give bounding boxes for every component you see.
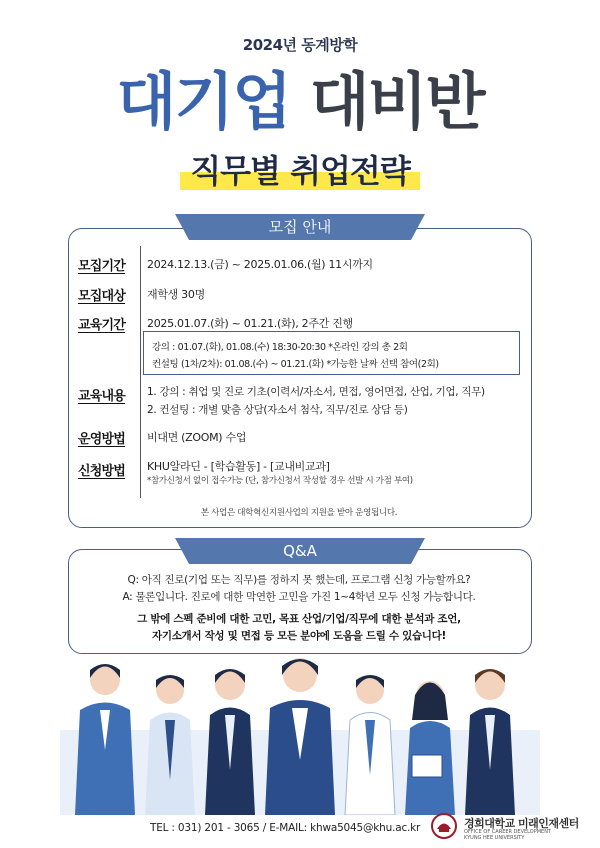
subtitle-wrap	[0, 150, 600, 192]
person-illustration-4	[265, 658, 335, 815]
content-line-1: 1. 강의 : 취업 및 진로 기초(이력서/자소서, 면접, 영어면접, 산업, 기업, 직무)	[147, 386, 485, 398]
qa-extra-1: 그 밖에 스펙 준비에 대한 고민, 목표 산업/기업/직무에 대한 분석과 조언,	[137, 613, 461, 625]
org-subtitle-1: OFFICE OF CAREER DEVELOPMENT	[464, 829, 551, 835]
edu-period-label: 교육기간	[78, 318, 126, 333]
person-illustration-2	[145, 675, 195, 815]
lecture-schedule: 강의 : 01.07.(화), 01.08.(수) 18:30-20:30 *온라인 강의 총 2회	[152, 342, 408, 353]
headline-part2: 대비반	[309, 65, 484, 138]
target-label: 모집대상	[78, 289, 126, 304]
edu-period-value: 2025.01.07.(화) ~ 01.21.(화), 2주간 진행	[147, 317, 353, 330]
person-illustration-6	[405, 681, 455, 815]
person-illustration-3	[205, 669, 255, 815]
org-name: 경희대학교 미래인재센터	[464, 817, 579, 830]
funding-footnote: 본 사업은 대학혁신지원사업의 지원을 받아 운영됩니다.	[200, 508, 398, 518]
content-line-2: 2. 컨설팅 : 개별 맞춤 상담(자소서 첨삭, 직무/진로 상담 등)	[147, 404, 408, 416]
subtitle: 직무별 취업전략	[180, 150, 420, 192]
schedule-detail-box	[143, 331, 520, 375]
apply-note: *참가신청서 없이 접수가능 (단, 참가신청서 작성할 경우 선발 시 가점 부여)	[147, 476, 413, 486]
method-label: 운영방법	[78, 432, 126, 447]
people-illustration	[60, 650, 540, 815]
period-value: 2024.12.13.(금) ~ 2025.01.06.(월) 11시까지	[147, 258, 373, 271]
content-label: 교육내용	[78, 389, 126, 404]
method-value: 비대면 (ZOOM) 수업	[147, 431, 247, 444]
label-divider	[140, 246, 141, 498]
person-illustration-5	[345, 675, 395, 815]
contact-info: TEL : 031) 201 - 3065 / E-MAIL: khwa5045@khu.ac.kr	[150, 822, 421, 834]
org-subtitle-2: KYUNG HEE UNIVERSITY	[464, 835, 525, 841]
recruit-tab: 모집 안내	[189, 214, 411, 240]
consulting-schedule: 컨설팅 (1차/2차): 01.08.(수) ~ 01.21.(화) *가능한 날짜 선택 참여(2회)	[152, 359, 439, 370]
target-value: 재학생 30명	[147, 288, 205, 301]
event-season: 2024년 동계방학	[242, 36, 358, 54]
org-subtitle	[464, 829, 551, 841]
person-illustration-7	[465, 669, 515, 815]
headline-part1: 대기업	[116, 65, 291, 138]
qa-answer: A: 물론입니다. 진로에 대한 막연한 고민을 가진 1~4학년 모두 신청 가능합니다.	[122, 591, 476, 603]
person-illustration-1	[75, 664, 135, 815]
apply-value: KHU알라딘 - [학습활동] - [교내비교과]	[147, 460, 330, 473]
org-logo	[430, 812, 595, 842]
qa-tab: Q&A	[189, 538, 411, 564]
headline	[0, 62, 600, 142]
qa-question: Q: 아직 진로(기업 또는 직무)를 정하지 못 했는데, 프로그램 신청 가능할까요?	[127, 574, 471, 586]
university-emblem-icon	[430, 812, 458, 840]
period-label: 모집기간	[78, 259, 126, 274]
apply-label: 신청방법	[78, 464, 126, 479]
qa-extra-2: 자기소개서 작성 및 면접 등 모든 분야에 도움을 드릴 수 있습니다!	[152, 630, 446, 642]
